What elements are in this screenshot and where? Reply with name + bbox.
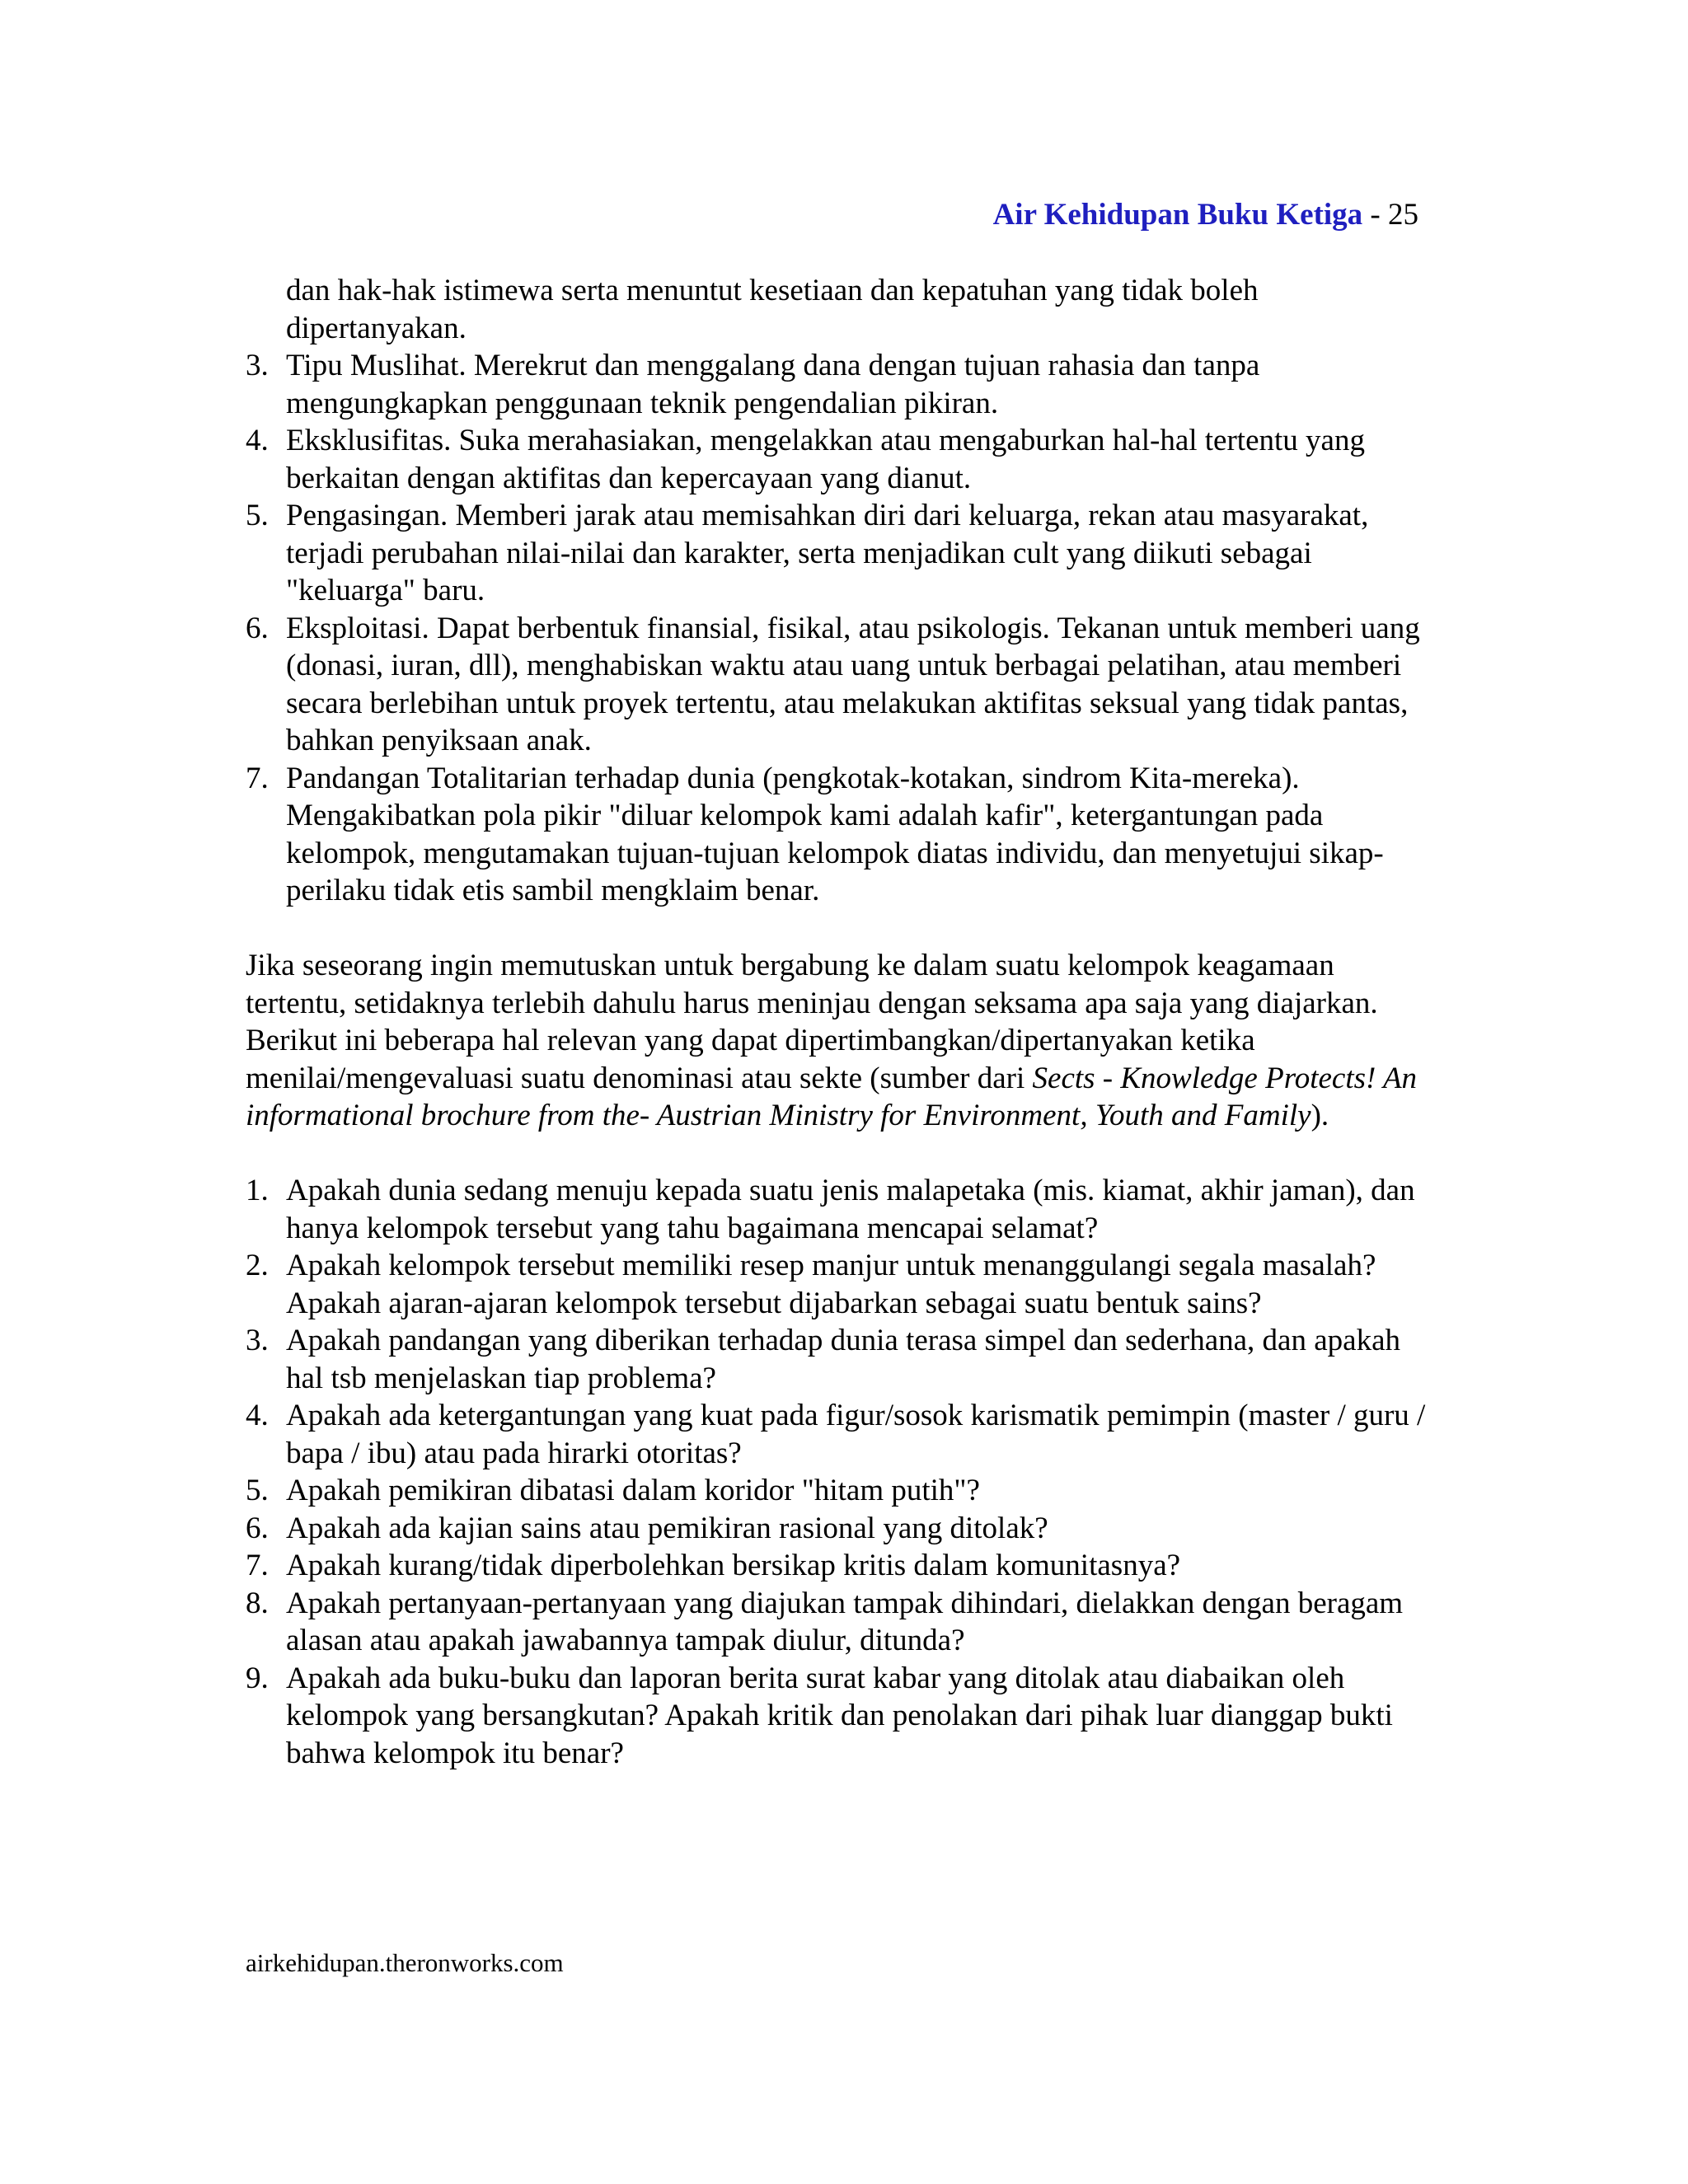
list-item-text: Apakah kelompok tersebut memiliki resep manjur untuk menanggulangi segala masalah? Apakah ajaran-ajaran kelompok tersebut dijabarkan sebagai suatu bentuk sains? <box>286 1249 1376 1320</box>
list-item-text: Apakah pemikiran dibatasi dalam koridor "hitam putih"? <box>286 1474 980 1507</box>
list-item-number: 6. <box>246 1511 269 1545</box>
list-item <box>246 1397 1441 1472</box>
list-item <box>246 347 1441 422</box>
list-item-number: 8. <box>246 1586 269 1620</box>
list-item-text: Apakah ada kajian sains atau pemikiran rasional yang ditolak? <box>286 1511 1048 1545</box>
list-item-text: Apakah kurang/tidak diperbolehkan bersikap kritis dalam komunitasnya? <box>286 1549 1181 1582</box>
list-item-text: Apakah dunia sedang menuju kepada suatu jenis malapetaka (mis. kiamat, akhir jaman), dan hanya kelompok tersebut yang tahu bagaimana mencapai selamat? <box>286 1174 1415 1245</box>
book-title: Air Kehidupan Buku Ketiga <box>992 198 1363 232</box>
list-item-number: 5. <box>246 1474 269 1507</box>
page-header <box>993 196 1418 234</box>
list-item-number: 3. <box>246 349 269 382</box>
list-item <box>246 610 1441 760</box>
questions-list <box>246 1172 1441 1772</box>
list-item-text: Tipu Muslihat. Merekrut dan menggalang dana dengan tujuan rahasia dan tanpa mengungkapkan penggunaan teknik pengendalian pikiran. <box>286 349 1260 420</box>
list-item-text: Eksklusifitas. Suka merahasiakan, mengelakkan atau mengaburkan hal-hal tertentu yang berkaitan dengan aktifitas dan kepercayaan yang dianut. <box>286 424 1365 495</box>
source-title: Sects - Knowledge Protects! An informational brochure from the- Austrian Ministry for Environment, Youth and Family <box>246 1061 1418 1132</box>
list-item-text: Apakah ada ketergantungan yang kuat pada figur/sosok karismatik pemimpin (master / guru / bapa / ibu) atau pada hirarki otoritas? <box>286 1399 1426 1470</box>
list-item-number: 3. <box>246 1324 269 1357</box>
page-content <box>246 272 1441 1772</box>
list-item <box>246 1660 1441 1773</box>
list-item-continuation: dan hak-hak istimewa serta menuntut kesetiaan dan kepatuhan yang tidak boleh dipertanyakan. <box>286 274 1259 345</box>
list-item-number: 9. <box>246 1661 269 1695</box>
list-item-text: Apakah pertanyaan-pertanyaan yang diajukan tampak dihindari, dielakkan dengan beragam alasan atau apakah jawabannya tampak diulur, ditunda? <box>286 1586 1404 1657</box>
list-item-number: 7. <box>246 761 269 795</box>
list-item-text: Eksploitasi. Dapat berbentuk finansial, fisikal, atau psikologis. Tekanan untuk memberi uang (donasi, iuran, dll), menghabiskan waktu atau uang untuk berbagai pelatihan, atau memberi secara berlebihan untuk proyek tertentu, atau melakukan aktifitas seksual yang tidak pantas, bahkan penyiksaan anak. <box>286 611 1420 757</box>
list-item-number: 1. <box>246 1174 269 1207</box>
list-item-number: 4. <box>246 424 269 457</box>
list-item-number: 4. <box>246 1399 269 1432</box>
list-item <box>246 760 1441 910</box>
list-item-text: Apakah pandangan yang diberikan terhadap dunia terasa simpel dan sederhana, dan apakah hal tsb menjelaskan tiap problema? <box>286 1324 1400 1395</box>
paragraph-text-end: ). <box>1311 1099 1329 1132</box>
paragraph-text: Jika seseorang ingin memutuskan untuk bergabung ke dalam suatu kelompok keagamaan tertentu, setidaknya terlebih dahulu harus meninjau dengan seksama apa saja yang diajarkan. Berikut ini beberapa hal relevan yang dapat dipertimbangkan/dipertanyakan ketika menilai/mengevaluasi suatu denominasi atau sekte (sumber dari <box>246 949 1378 1095</box>
list-item <box>246 1510 1441 1548</box>
list-item <box>246 1472 1441 1510</box>
list-item-number: 7. <box>246 1549 269 1582</box>
list-item <box>246 1322 1441 1397</box>
page-number: 25 <box>1388 198 1418 232</box>
header-separator: - <box>1362 198 1388 232</box>
list-item <box>246 1547 1441 1585</box>
list-item <box>246 1585 1441 1660</box>
list-item-number: 2. <box>246 1249 269 1282</box>
list-item <box>246 1247 1441 1322</box>
list-item-text: Apakah ada buku-buku dan laporan berita surat kabar yang ditolak atau diabaikan oleh kelompok yang bersangkutan? Apakah kritik dan penolakan dari pihak luar dianggap bukti bahwa kelompok itu benar? <box>286 1661 1393 1770</box>
list-item-text: Pengasingan. Memberi jarak atau memisahkan diri dari keluarga, rekan atau masyarakat, terjadi perubahan nilai-nilai dan karakter, serta menjadikan cult yang diikuti sebagai "keluarga" baru. <box>286 499 1369 607</box>
body-paragraph <box>246 947 1441 1135</box>
footer-url: airkehidupan.theronworks.com <box>246 1948 564 1977</box>
list-item-number: 5. <box>246 499 269 532</box>
characteristics-list <box>246 347 1441 910</box>
list-item <box>246 1172 1441 1247</box>
list-item <box>246 497 1441 610</box>
list-item-number: 6. <box>246 611 269 645</box>
list-item-text: Pandangan Totalitarian terhadap dunia (pengkotak-kotakan, sindrom Kita-mereka). Mengakibatkan pola pikir "diluar kelompok kami adalah kafir", ketergantungan pada kelompok, mengutamakan tujuan-tujuan kelompok diatas individu, dan menyetujui sikap-perilaku tidak etis sambil mengklaim benar. <box>286 761 1384 907</box>
list-item <box>246 422 1441 497</box>
